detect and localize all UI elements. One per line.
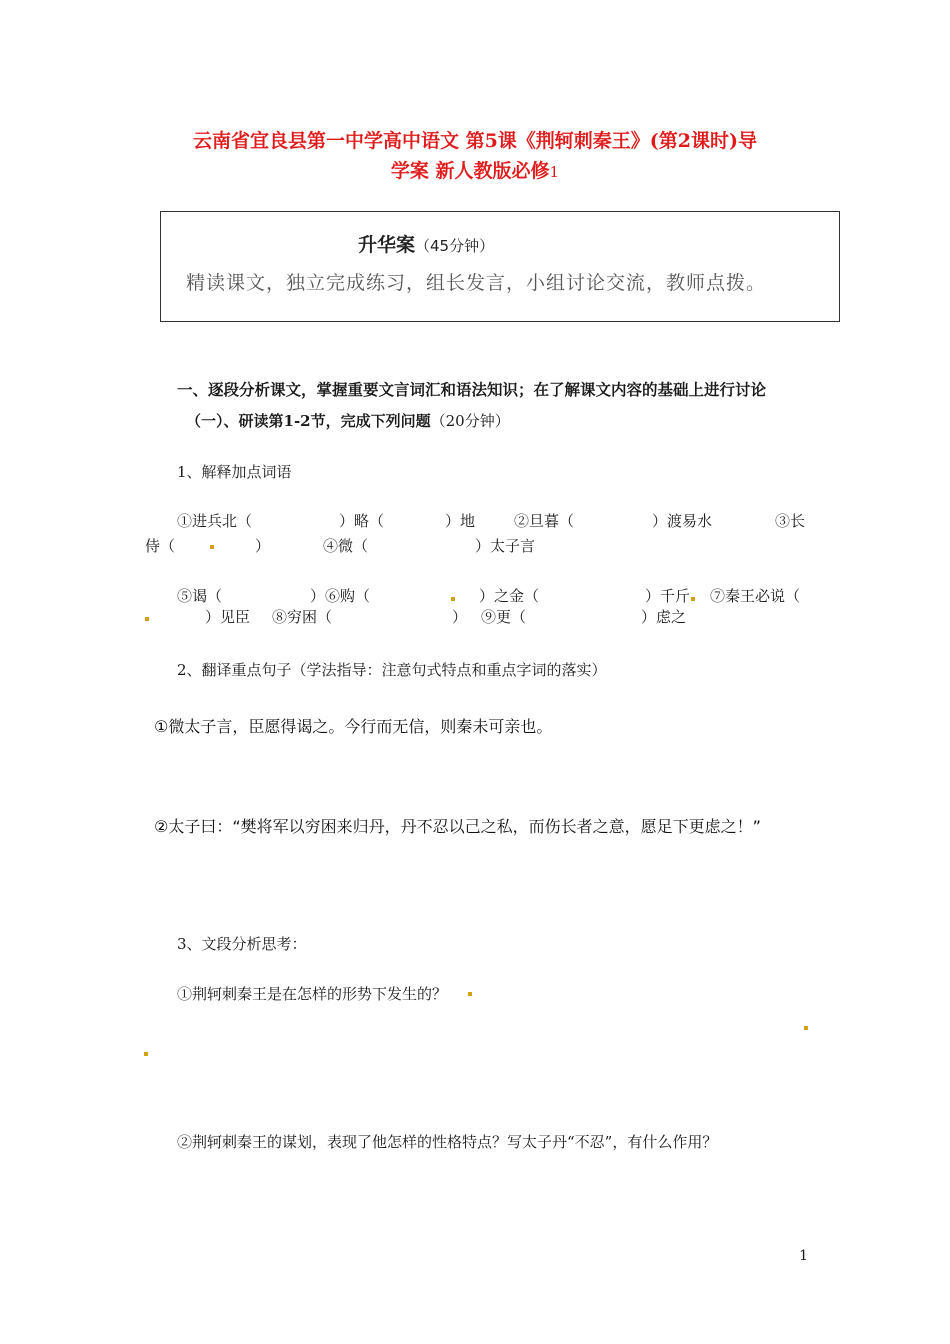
marker-dot	[145, 617, 149, 621]
title-volume: 1	[549, 163, 560, 181]
q1-item: ）千斤	[645, 587, 691, 605]
title-text: 学案 新人教版必修	[390, 160, 550, 182]
q1-item: ④微（	[323, 537, 369, 555]
q1-item: ③长	[775, 512, 806, 530]
q1-item: ）虑之	[641, 608, 687, 626]
q1-item: 侍（	[145, 537, 176, 555]
instruction-box	[160, 211, 840, 322]
question-3b: ②荆轲刺秦王的谋划，表现了他怎样的性格特点？写太子丹“不忍”，有什么作用？	[177, 1133, 718, 1151]
q1-item: ②旦暮（	[514, 512, 575, 530]
q1-item: ⑧穷困（	[272, 608, 333, 626]
marker-dot	[451, 597, 455, 601]
q1-item: ）略（	[339, 512, 385, 530]
subsection-title: （一）、研读第1-2节，完成下列问题	[186, 412, 431, 430]
q1-item: ）地	[445, 512, 476, 530]
q1-item: ）渡易水	[652, 512, 713, 530]
marker-dot	[691, 597, 695, 601]
q1-item: ）之金（	[479, 587, 540, 605]
q1-item: ）⑥购（	[310, 587, 371, 605]
document-title-line1: 云南省宜良县第一中学高中语文 第5课《荆轲刺秦王》(第2课时)导	[192, 130, 758, 152]
box-time: （45分钟）	[415, 237, 495, 255]
q1-item: ）太子言	[475, 537, 536, 555]
q1-item: ）	[452, 608, 468, 626]
document-title-line2	[0, 156, 950, 183]
q1-item: ⑤谒（	[177, 587, 223, 605]
question-3a: ①荆轲刺秦王是在怎样的形势下发生的？	[177, 985, 448, 1003]
page-number: 1	[799, 1248, 808, 1264]
question-1-label: 1、解释加点词语	[177, 463, 292, 481]
marker-dot	[468, 992, 472, 996]
marker-dot	[144, 1052, 148, 1056]
q1-item: ⑨更（	[481, 608, 527, 626]
question-3-label: 3、文段分析思考：	[177, 935, 307, 953]
sentence-1: ①微太子言，臣愿得谒之。今行而无信，则秦未可亲也。	[154, 717, 553, 736]
question-2-label: 2、翻译重点句子（学法指导：注意句式特点和重点字词的落实）	[177, 661, 607, 679]
subsection-time: （20分钟）	[430, 412, 510, 430]
marker-dot	[210, 545, 214, 549]
q1-item: ）见臣	[205, 608, 251, 626]
box-instruction: 精读课文，独立完成练习，组长发言，小组讨论交流，教师点拨。	[186, 272, 767, 294]
sentence-2: ②太子曰：“樊将军以穷困来归丹，丹不忍以己之私，而伤长者之意，愿足下更虑之！”	[154, 817, 761, 836]
q1-item: ⑦秦王必说（	[710, 587, 801, 605]
q1-item: ①进兵北（	[177, 512, 253, 530]
box-heading	[358, 230, 494, 257]
q1-item: ）	[255, 537, 271, 555]
subsection-heading	[186, 410, 510, 431]
marker-dot	[804, 1026, 808, 1030]
box-heading-text: 升华案	[358, 234, 416, 256]
section-heading: 一、逐段分析课文，掌握重要文言词汇和语法知识；在了解课文内容的基础上进行讨论	[177, 380, 767, 399]
